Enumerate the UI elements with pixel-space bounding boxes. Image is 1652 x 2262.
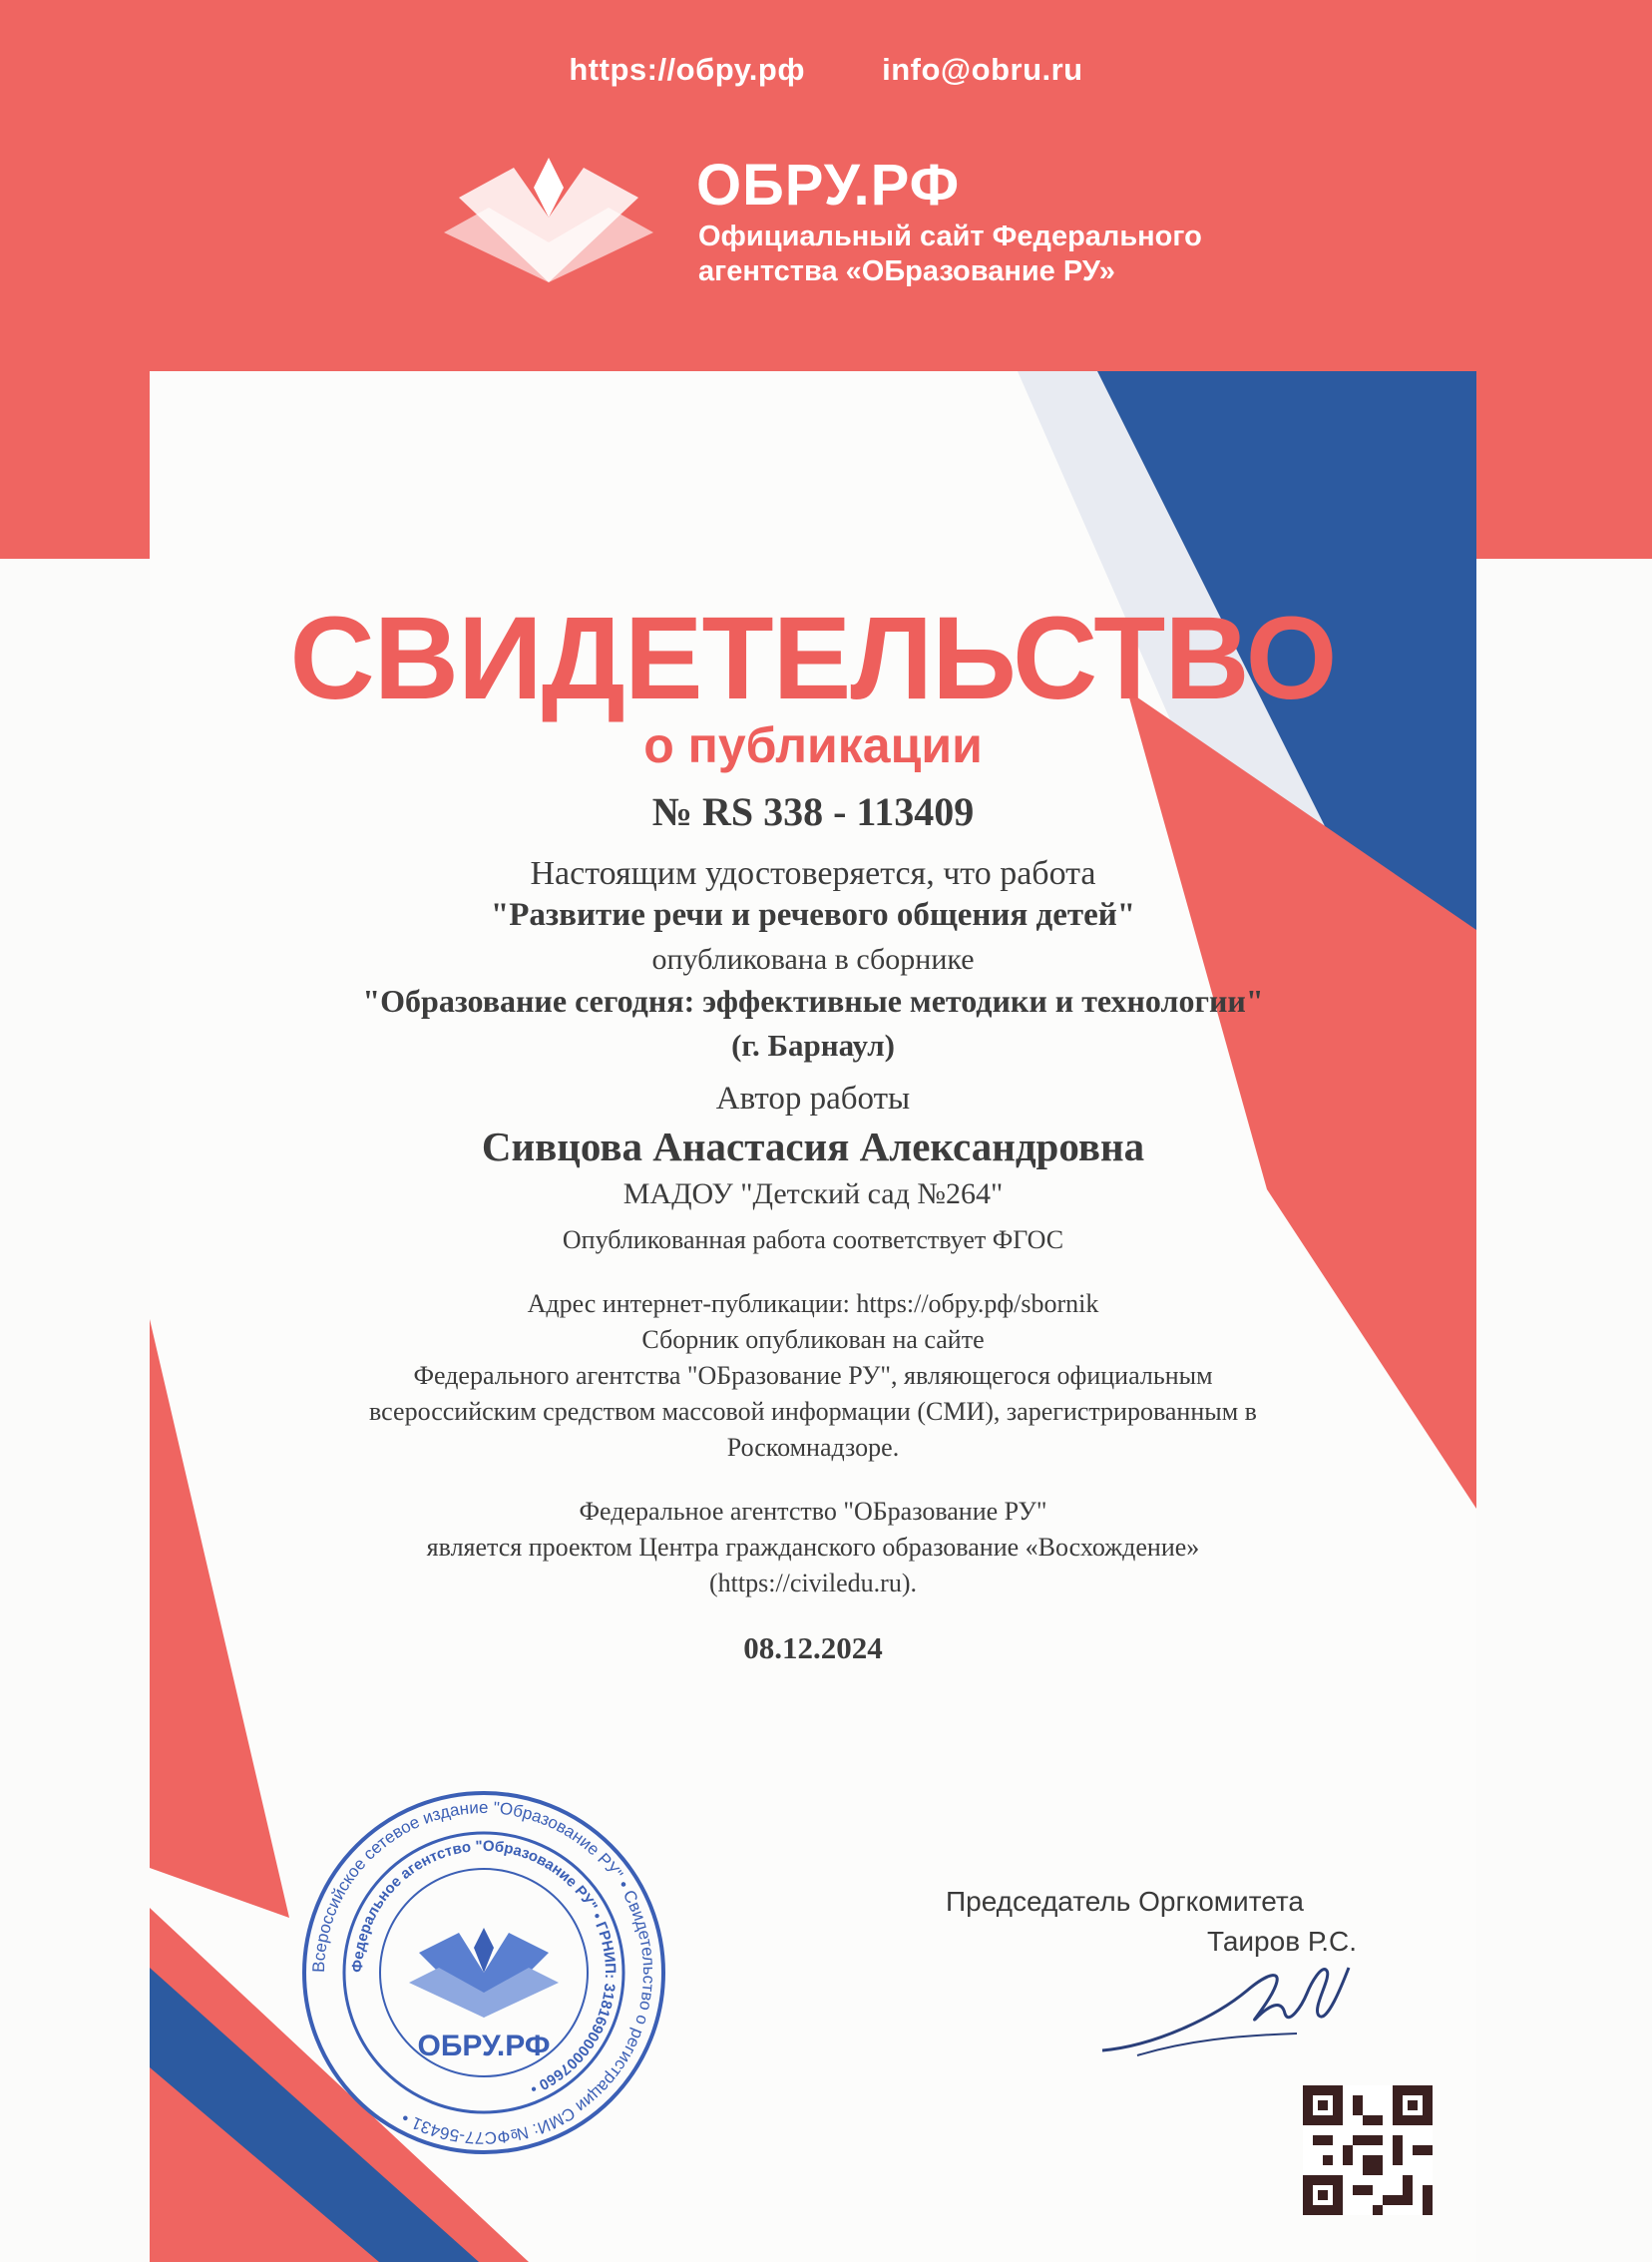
project-info-line: (https://civiledu.ru).	[709, 1569, 917, 1597]
brand-subtitle-line: Официальный сайт Федерального	[698, 221, 1202, 252]
qr-code-icon[interactable]	[1303, 2085, 1433, 2215]
site-url-link[interactable]: https://обру.рф	[569, 52, 805, 87]
publication-info-line: Роскомнадзоре.	[726, 1433, 900, 1462]
project-info-line: является проектом Центра гражданского образование «Восхождение»	[426, 1533, 1200, 1562]
stamp-inner-text: Федеральное агентство "Образование РУ" • ГРНИП: 318169000007660 •	[348, 1837, 620, 2098]
brand-name: ОБРУ.РФ	[696, 153, 961, 218]
certificate-number: № RS 338 - 113409	[651, 789, 975, 834]
brand-subtitle	[698, 220, 1202, 289]
official-stamp	[299, 1788, 668, 2157]
brand-subtitle-line: агентства «ОБразование РУ»	[698, 255, 1115, 287]
collection-title: "Образование сегодня: эффективные методики и технологии"	[362, 983, 1264, 1019]
stamp-outer-text: Всероссийское сетевое издание "Образование РУ" • Свидетельство о регистрации СМИ: №ФС77-56431 •	[308, 1797, 659, 2148]
certificate-title: СВИДЕТЕЛЬСТВО	[289, 593, 1337, 724]
work-title: "Развитие речи и речевого общения детей"	[490, 897, 1136, 933]
stamp-logo-text: ОБРУ.РФ	[417, 2030, 551, 2062]
certificate-subtitle: о публикации	[643, 717, 983, 773]
bird-logo-icon	[444, 158, 653, 287]
chairman-role: Председатель Оргкомитета	[946, 1886, 1304, 1917]
author-organization: МАДОУ "Детский сад №264"	[622, 1177, 1004, 1210]
author-label: Автор работы	[715, 1081, 911, 1117]
publication-address: Адрес интернет-публикации: https://обру.рф/sbornik	[527, 1289, 1099, 1318]
publication-info-line: всероссийским средством массовой информации (СМИ), зарегистрированным в	[369, 1397, 1257, 1426]
stamp-bird-icon	[409, 1928, 559, 2018]
chairman-name: Таиров Р.С.	[1207, 1926, 1358, 1957]
statement-line: Настоящим удостоверяется, что работа	[530, 855, 1096, 892]
project-info-line: Федеральное агентство "ОБразование РУ"	[579, 1497, 1047, 1526]
signature-scribble	[1097, 1946, 1357, 2065]
fgos-note: Опубликованная работа соответствует ФГОС	[562, 1225, 1064, 1254]
author-name: Сивцова Анастасия Александровна	[481, 1124, 1145, 1169]
collection-city: (г. Барнаул)	[731, 1028, 895, 1063]
publication-info-line: Сборник опубликован на сайте	[641, 1325, 985, 1354]
issue-date: 08.12.2024	[743, 1630, 883, 1665]
statement-line: опубликована в сборнике	[651, 943, 975, 976]
publication-info-line: Федерального агентства "ОБразование РУ", являющегося официальным	[413, 1361, 1213, 1390]
email-link[interactable]: info@obru.ru	[882, 52, 1083, 87]
header-links	[0, 52, 1652, 88]
